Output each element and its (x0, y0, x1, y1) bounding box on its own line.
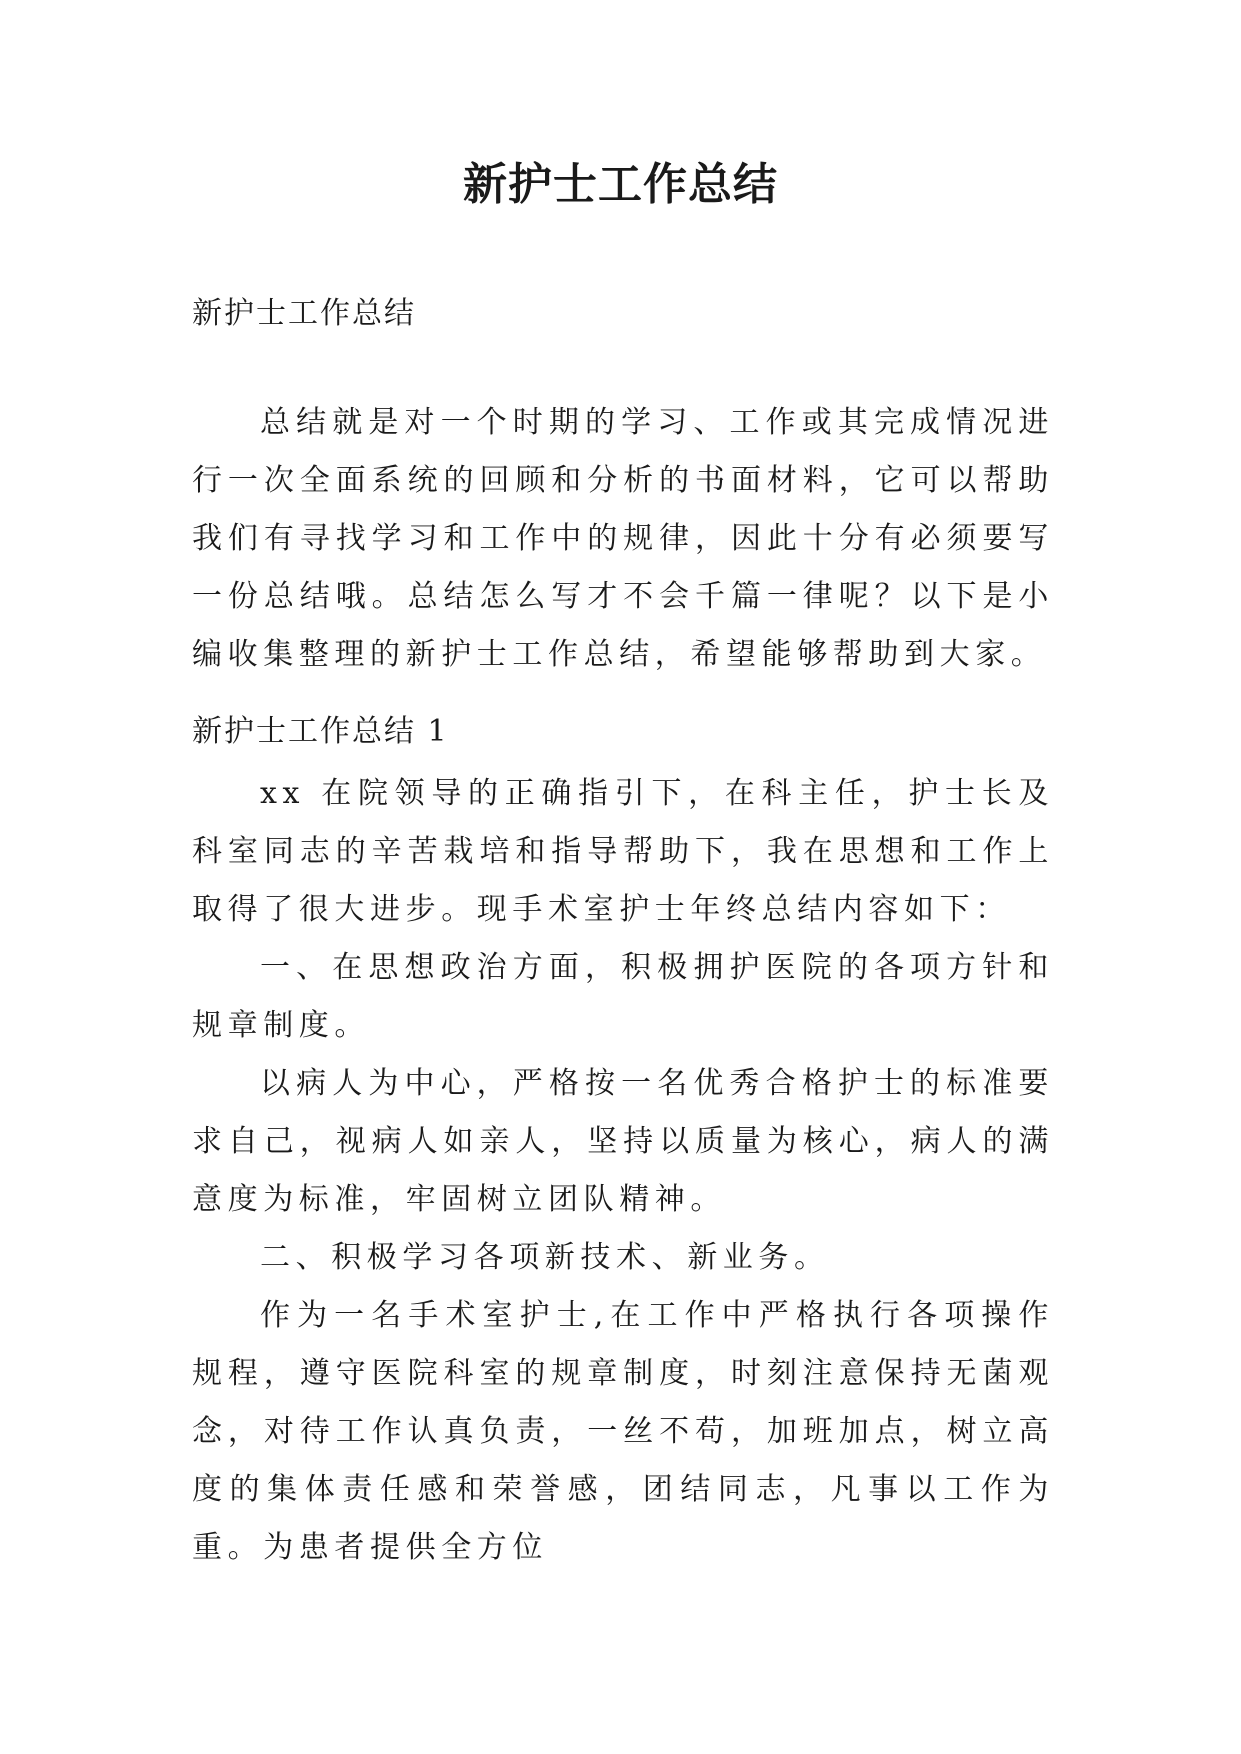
body-paragraph-5: 作为一名手术室护士,在工作中严格执行各项操作规程，遵守医院科室的规章制度，时刻注意保持无菌观念，对待工作认真负责，一丝不苟，加班加点，树立高度的集体责任感和荣誉感，团结同志，凡事以工作为重。为患者提供全方位 (192, 1298, 1054, 1565)
document-subtitle: 新护士工作总结 (192, 296, 416, 331)
document-title: 新护士工作总结 (463, 159, 778, 210)
body-paragraph-2: 一、在思想政治方面，积极拥护医院的各项方针和规章制度。 (192, 950, 1054, 1043)
body-paragraph-3: 以病人为中心，严格按一名优秀合格护士的标准要求自己，视病人如亲人，坚持以质量为核心，病人的满意度为标准，牢固树立团队精神。 (192, 1066, 1054, 1217)
intro-paragraph: 总结就是对一个时期的学习、工作或其完成情况进行一次全面系统的回顾和分析的书面材料，它可以帮助我们有寻找学习和工作中的规律，因此十分有必须要写一份总结哦。总结怎么写才不会千篇一律呢？以下是小编收集整理的新护士工作总结，希望能够帮助到大家。 (192, 405, 1054, 672)
section-heading: 新护士工作总结 1 (192, 714, 449, 749)
body-paragraph-4: 二、积极学习各项新技术、新业务。 (260, 1240, 830, 1275)
body-paragraph-1: xx 在院领导的正确指引下，在科主任，护士长及科室同志的辛苦栽培和指导帮助下，我在思想和工作上取得了很大进步。现手术室护士年终总结内容如下： (192, 776, 1054, 927)
